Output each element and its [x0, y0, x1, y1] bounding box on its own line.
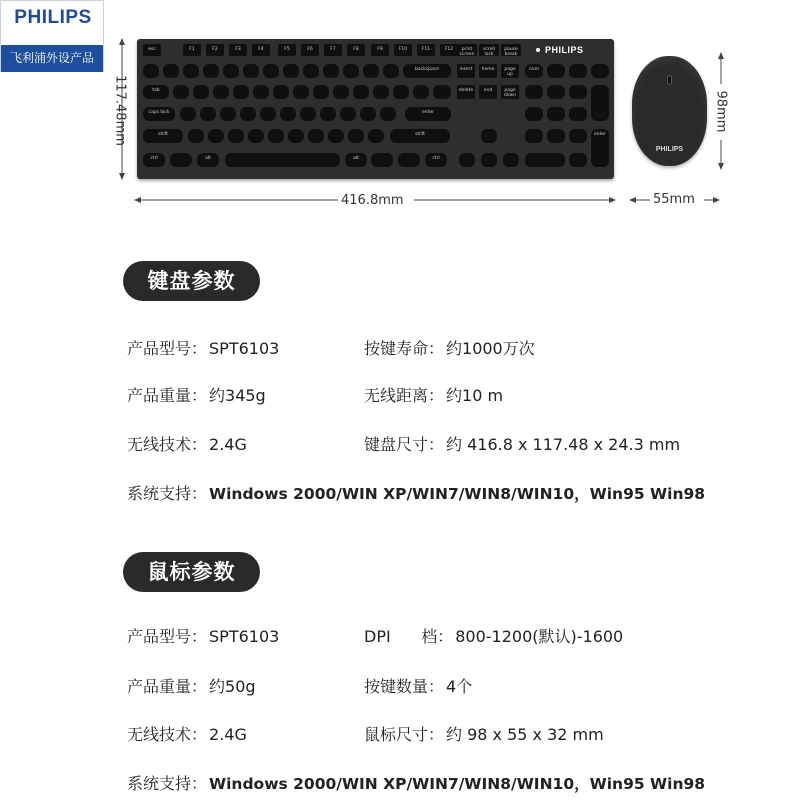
kb-spec-key-life — [364, 336, 535, 359]
keyboard-key — [173, 85, 189, 99]
keyboard-key — [481, 153, 497, 167]
keyboard-key — [547, 85, 565, 99]
keyboard-key — [413, 85, 429, 99]
keyboard-key — [280, 107, 296, 121]
spec-label: 无线技术： — [127, 725, 208, 744]
spec-value: 800-1200(默认)-1600 — [455, 627, 624, 646]
keyboard-key — [353, 85, 369, 99]
spec-label: 产品型号： — [127, 627, 208, 646]
keyboard-key — [503, 153, 519, 167]
keyboard-key: F5 — [278, 44, 296, 56]
keyboard-key — [220, 107, 236, 121]
keyboard-key — [433, 85, 451, 99]
keyboard-key — [228, 129, 244, 143]
keyboard-key — [591, 85, 609, 121]
mouse-spec-button-count — [364, 674, 472, 697]
spec-label: 鼠标尺寸： — [364, 725, 445, 744]
keyboard-key: ctrl — [143, 153, 165, 167]
keyboard-key — [481, 129, 497, 143]
philips-wordmark: PHILIPS — [14, 7, 92, 28]
kb-spec-wireless-tech — [127, 432, 247, 455]
keyboard-key — [380, 107, 396, 121]
spec-label: 系统支持： — [127, 774, 208, 793]
keyboard-key: F6 — [301, 44, 319, 56]
spec-value: 2.4G — [209, 435, 247, 454]
spec-label: 产品重量： — [127, 677, 208, 696]
keyboard-key — [268, 129, 284, 143]
spec-label: DPI 档： — [364, 627, 454, 646]
mouse-width-label: 55mm — [653, 192, 695, 207]
mouse-section-title: 鼠标参数 — [123, 552, 260, 592]
keyboard-key: end — [479, 85, 497, 99]
keyboard-key — [569, 64, 587, 78]
keyboard-key — [143, 64, 159, 78]
keyboard-key — [243, 64, 259, 78]
keyboard-key — [328, 129, 344, 143]
spec-label: 按键数量： — [364, 677, 445, 696]
keyboard-key: delete — [457, 85, 475, 99]
keyboard-key: F2 — [206, 44, 224, 56]
spec-value: 4个 — [446, 677, 473, 696]
keyboard-key — [569, 153, 587, 167]
keyboard-key — [223, 64, 239, 78]
keyboard-key: insert — [457, 64, 475, 78]
keyboard-key — [313, 85, 329, 99]
mouse-brand: PHILIPS — [655, 146, 684, 153]
keyboard-key: caps lock — [143, 107, 175, 121]
keyboard-key: shift — [143, 129, 183, 143]
keyboard-key — [288, 129, 304, 143]
keyboard-key — [323, 64, 339, 78]
keyboard-key — [547, 129, 565, 143]
keyboard-key — [188, 129, 204, 143]
keyboard-key — [225, 153, 340, 167]
keyboard-key — [360, 107, 376, 121]
keyboard-key: F11 — [417, 44, 435, 56]
keyboard-key — [525, 85, 543, 99]
keyboard-key — [525, 153, 565, 167]
keyboard-key — [213, 85, 229, 99]
spec-value: 约1000万次 — [446, 339, 535, 358]
keyboard-key — [240, 107, 256, 121]
keyboard-key: page up — [501, 64, 519, 78]
keyboard-key: F1 — [183, 44, 201, 56]
spec-value: 约 416.8 x 117.48 x 24.3 mm — [446, 435, 681, 454]
keyboard-key — [203, 64, 219, 78]
spec-value: 约345g — [209, 386, 266, 405]
keyboard-key: F9 — [371, 44, 389, 56]
keyboard-key: esc — [143, 44, 161, 56]
keyboard-key — [300, 107, 316, 121]
keyboard-key — [263, 64, 279, 78]
keyboard-key: ctrl — [425, 153, 447, 167]
keyboard-key — [569, 129, 587, 143]
keyboard-key — [193, 85, 209, 99]
keyboard-key — [170, 153, 192, 167]
keyboard-key — [371, 153, 393, 167]
keyboard-key: enter — [405, 107, 451, 121]
keyboard-key — [200, 107, 216, 121]
power-indicator-icon — [536, 48, 540, 52]
keyboard-key — [525, 129, 543, 143]
keyboard-key — [163, 64, 179, 78]
scroll-wheel-icon — [667, 75, 672, 85]
keyboard-key: shift — [390, 129, 450, 143]
mouse-spec-wireless-tech — [127, 722, 247, 745]
keyboard-key — [459, 153, 475, 167]
keyboard-key — [340, 107, 356, 121]
brand-subtitle: 飞利浦外设产品 — [1, 45, 103, 72]
keyboard-key — [180, 107, 196, 121]
keyboard-key: scroll lock — [479, 44, 499, 56]
spec-label: 系统支持： — [127, 484, 208, 503]
spec-label: 键盘尺寸： — [364, 435, 445, 454]
keyboard-key — [248, 129, 264, 143]
kb-spec-weight — [127, 383, 266, 406]
keyboard-key — [233, 85, 249, 99]
spec-value: 约10 m — [446, 386, 504, 405]
keyboard-height-label: 117.48mm — [112, 75, 128, 146]
mouse-spec-weight — [127, 674, 256, 697]
keyboard-key — [398, 153, 420, 167]
kb-spec-os-support — [127, 481, 705, 504]
keyboard-key — [393, 85, 409, 99]
spec-value: 2.4G — [209, 725, 247, 744]
keyboard-key — [547, 107, 565, 121]
keyboard-brand: PHILIPS — [545, 45, 584, 55]
mouse-spec-model — [127, 624, 279, 647]
keyboard-key: F7 — [324, 44, 342, 56]
kb-spec-model — [127, 336, 279, 359]
keyboard-key — [343, 64, 359, 78]
keyboard-key — [183, 64, 199, 78]
keyboard-key — [320, 107, 336, 121]
keyboard-key — [363, 64, 379, 78]
spec-label: 按键寿命： — [364, 339, 445, 358]
keyboard-key: F8 — [347, 44, 365, 56]
keyboard-key: page down — [501, 85, 519, 99]
mouse-spec-size — [364, 722, 604, 745]
keyboard-key: alt — [197, 153, 219, 167]
spec-value: Windows 2000/WIN XP/WIN7/WIN8/WIN10，Win95 Win98 — [209, 775, 706, 793]
keyboard-key — [368, 129, 384, 143]
kb-spec-size — [364, 432, 680, 455]
spec-label: 无线距离： — [364, 386, 445, 405]
keyboard-key: F10 — [394, 44, 412, 56]
keyboard-key: home — [479, 64, 497, 78]
mouse-height-label: 98mm — [713, 90, 729, 133]
keyboard-key — [303, 64, 319, 78]
keyboard-section-title: 键盘参数 — [123, 261, 260, 301]
keyboard-key: F12 — [440, 44, 458, 56]
keyboard-key — [348, 129, 364, 143]
keyboard-key: backspace — [403, 64, 451, 78]
keyboard-key — [253, 85, 269, 99]
spec-label: 无线技术： — [127, 435, 208, 454]
keyboard-key — [273, 85, 289, 99]
keyboard-key — [293, 85, 309, 99]
keyboard-key: tab — [143, 85, 169, 99]
spec-value: Windows 2000/WIN XP/WIN7/WIN8/WIN10，Win95 Win98 — [209, 485, 706, 503]
spec-label: 产品型号： — [127, 339, 208, 358]
keyboard-key: F3 — [229, 44, 247, 56]
spec-value: 约 98 x 55 x 32 mm — [446, 725, 604, 744]
keyboard-key: F4 — [252, 44, 270, 56]
keyboard-key: print screen — [457, 44, 477, 56]
keyboard-key — [569, 85, 587, 99]
keyboard-key — [308, 129, 324, 143]
keyboard-key — [208, 129, 224, 143]
keyboard-key — [547, 64, 565, 78]
keyboard-key: num — [525, 64, 543, 78]
keyboard-width-label: 416.8mm — [341, 193, 404, 208]
keyboard-key — [333, 85, 349, 99]
mouse-spec-os-support — [127, 771, 705, 794]
keyboard-key: alt — [345, 153, 367, 167]
keyboard-key — [525, 107, 543, 121]
spec-label: 产品重量： — [127, 386, 208, 405]
kb-spec-wireless-range — [364, 383, 503, 406]
keyboard-key — [591, 64, 609, 78]
keyboard-key: enter — [591, 129, 609, 167]
keyboard-key — [283, 64, 299, 78]
keyboard-key — [569, 107, 587, 121]
keyboard-key — [373, 85, 389, 99]
spec-value: SPT6103 — [209, 627, 280, 646]
spec-value: 约50g — [209, 677, 256, 696]
mouse-spec-dpi — [364, 624, 623, 647]
keyboard-key: pause break — [501, 44, 521, 56]
keyboard-key — [260, 107, 276, 121]
keyboard-key — [383, 64, 399, 78]
spec-value: SPT6103 — [209, 339, 280, 358]
